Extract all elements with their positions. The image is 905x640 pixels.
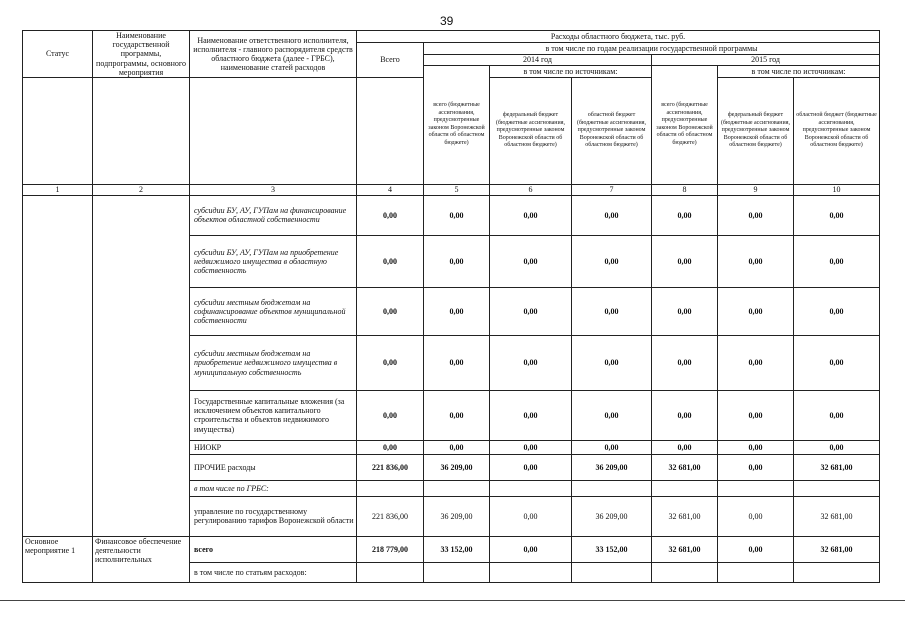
empty-cell [718,562,794,582]
row-label: управление по государственному регулированию тарифов Воронежской области [190,496,357,536]
column-number-row [23,184,880,195]
row-value: 0,00 [718,287,794,335]
header-federal-2015: федеральный бюджет (бюджетные ассигнования, предусмотренные законом Воронежской области об областном бюджете) [718,77,794,184]
row-value: 32 681,00 [652,454,718,480]
row-value: 0,00 [572,390,652,440]
empty-cell [794,562,880,582]
column-number: 4 [357,184,424,195]
row-value: 0,00 [490,335,572,390]
header-total: Всего [357,43,424,78]
empty-cell [490,562,572,582]
row-value: 0,00 [572,335,652,390]
empty-cell [357,562,424,582]
row-label: субсидии местным бюджетам на приобретение недвижимого имущества в муниципальную собственность [190,335,357,390]
main-event-value: 0,00 [718,536,794,562]
row-value: 0,00 [357,235,424,287]
row-value: 0,00 [718,390,794,440]
column-number: 5 [424,184,490,195]
row-value: 0,00 [652,235,718,287]
row-value: 36 209,00 [572,454,652,480]
row-value: 0,00 [794,335,880,390]
column-number: 10 [794,184,880,195]
row-value: 32 681,00 [794,454,880,480]
budget-table [22,30,880,583]
row-label: субсидии местным бюджетам на софинансирование объектов муниципальной собственности [190,287,357,335]
main-event-value: 33 152,00 [424,536,490,562]
header-all-2014: всего (бюджетные ассигнования, предусмотренные законом Воронежской области об областном бюджете) [424,65,490,184]
row-value: 0,00 [718,454,794,480]
main-event-by-articles: в том числе по статьям расходов: [190,562,357,582]
row-value [572,480,652,496]
column-number: 6 [490,184,572,195]
row-value: 0,00 [424,195,490,235]
row-label: в том числе по ГРБС: [190,480,357,496]
row-value: 0,00 [424,390,490,440]
main-event-total-label: всего [190,536,357,562]
row-value: 221 836,00 [357,454,424,480]
row-value: 36 209,00 [424,496,490,536]
page-number: 39 [440,14,454,28]
row-value: 0,00 [490,235,572,287]
header-status-continued [23,77,93,184]
row-label: субсидии БУ, АУ, ГУПам на финансирование объектов областной собственности [190,195,357,235]
header-year-2015: 2015 год [652,54,880,65]
row-value [490,480,572,496]
row-value: 0,00 [357,440,424,454]
empty-cell [572,562,652,582]
header-status: Статус [23,31,93,78]
row-value: 0,00 [424,287,490,335]
column-number: 3 [190,184,357,195]
header-by-sources-2015: в том числе по источникам: [718,65,880,77]
row-value [794,480,880,496]
row-value: 0,00 [794,440,880,454]
main-event-value: 32 681,00 [794,536,880,562]
row-value: 0,00 [357,287,424,335]
row-value: 0,00 [490,454,572,480]
row-value: 0,00 [424,235,490,287]
header-total-continued [357,77,424,184]
header-federal-2014: федеральный бюджет (бюджетные ассигнования, предусмотренные законом Воронежской области об областном бюджете) [490,77,572,184]
row-value: 0,00 [652,335,718,390]
row-value: 0,00 [652,390,718,440]
row-value: 0,00 [490,287,572,335]
main-event-value: 33 152,00 [572,536,652,562]
main-event-value: 32 681,00 [652,536,718,562]
row-value: 0,00 [490,195,572,235]
row-value: 0,00 [424,440,490,454]
row-value: 0,00 [718,440,794,454]
row-value: 0,00 [794,195,880,235]
row-value: 0,00 [572,440,652,454]
main-event-value: 218 779,00 [357,536,424,562]
row-value: 0,00 [718,195,794,235]
row-value: 0,00 [718,496,794,536]
row-value: 0,00 [490,496,572,536]
empty-cell [424,562,490,582]
status-cell-empty [23,195,93,536]
table-row [23,536,880,562]
header-regional-2015: областной бюджет (бюджетные ассигнования, предусмотренные законом Воронежской области об областном бюджете) [794,77,880,184]
column-number: 9 [718,184,794,195]
row-value: 32 681,00 [794,496,880,536]
column-number: 8 [652,184,718,195]
header-executor: Наименование ответственного исполнителя, исполнителя - главного распорядителя средств областного бюджета (далее - ГРБС), наименование статей расходов [190,31,357,78]
row-value: 0,00 [490,440,572,454]
row-value: 0,00 [718,335,794,390]
column-number: 7 [572,184,652,195]
row-value: 0,00 [794,287,880,335]
header-executor-continued [190,77,357,184]
row-value [357,480,424,496]
row-label: НИОКР [190,440,357,454]
row-value: 0,00 [652,287,718,335]
header-program-continued [93,77,190,184]
main-event-status: Основное мероприятие 1 [23,536,93,582]
header-regional-2014: областной бюджет (бюджетные ассигнования, предусмотренные законом Воронежской области об областном бюджете) [572,77,652,184]
column-number: 1 [23,184,93,195]
row-value [424,480,490,496]
row-value: 0,00 [572,235,652,287]
row-value: 0,00 [357,195,424,235]
row-value: 0,00 [794,390,880,440]
header-program-name: Наименование государственной программы, подпрограммы, основного мероприятия [93,31,190,78]
row-value: 32 681,00 [652,496,718,536]
row-value: 0,00 [794,235,880,287]
header-by-sources-2014: в том числе по источникам: [490,65,652,77]
main-event-name: Финансовое обеспечение деятельности исполнительных [93,536,190,582]
header-all-2015: всего (бюджетные ассигнования, предусмотренные законом Воронежской области об областном бюджете) [652,65,718,184]
row-value: 0,00 [652,195,718,235]
header-year-2014: 2014 год [424,54,652,65]
row-value: 0,00 [572,195,652,235]
row-label: ПРОЧИЕ расходы [190,454,357,480]
row-value: 0,00 [490,390,572,440]
row-value [718,480,794,496]
row-value: 36 209,00 [424,454,490,480]
row-value: 0,00 [357,390,424,440]
row-value: 0,00 [652,440,718,454]
row-value: 0,00 [357,335,424,390]
row-value [652,480,718,496]
row-label: субсидии БУ, АУ, ГУПам на приобретение недвижимого имущества в областную собственность [190,235,357,287]
row-label: Государственные капитальные вложения (за исключением объектов капитального строительства и объектов недвижимого имущества) [190,390,357,440]
row-value: 221 836,00 [357,496,424,536]
row-value: 0,00 [424,335,490,390]
program-cell-empty [93,195,190,536]
header-by-years: в том числе по годам реализации государственной программы [424,43,880,55]
empty-cell [652,562,718,582]
row-value: 0,00 [718,235,794,287]
header-expenses: Расходы областного бюджета, тыс. руб. [357,31,880,43]
column-number: 2 [93,184,190,195]
row-value: 36 209,00 [572,496,652,536]
page-bottom-rule [0,600,905,601]
main-event-value: 0,00 [490,536,572,562]
row-value: 0,00 [572,287,652,335]
table-row [23,195,880,235]
